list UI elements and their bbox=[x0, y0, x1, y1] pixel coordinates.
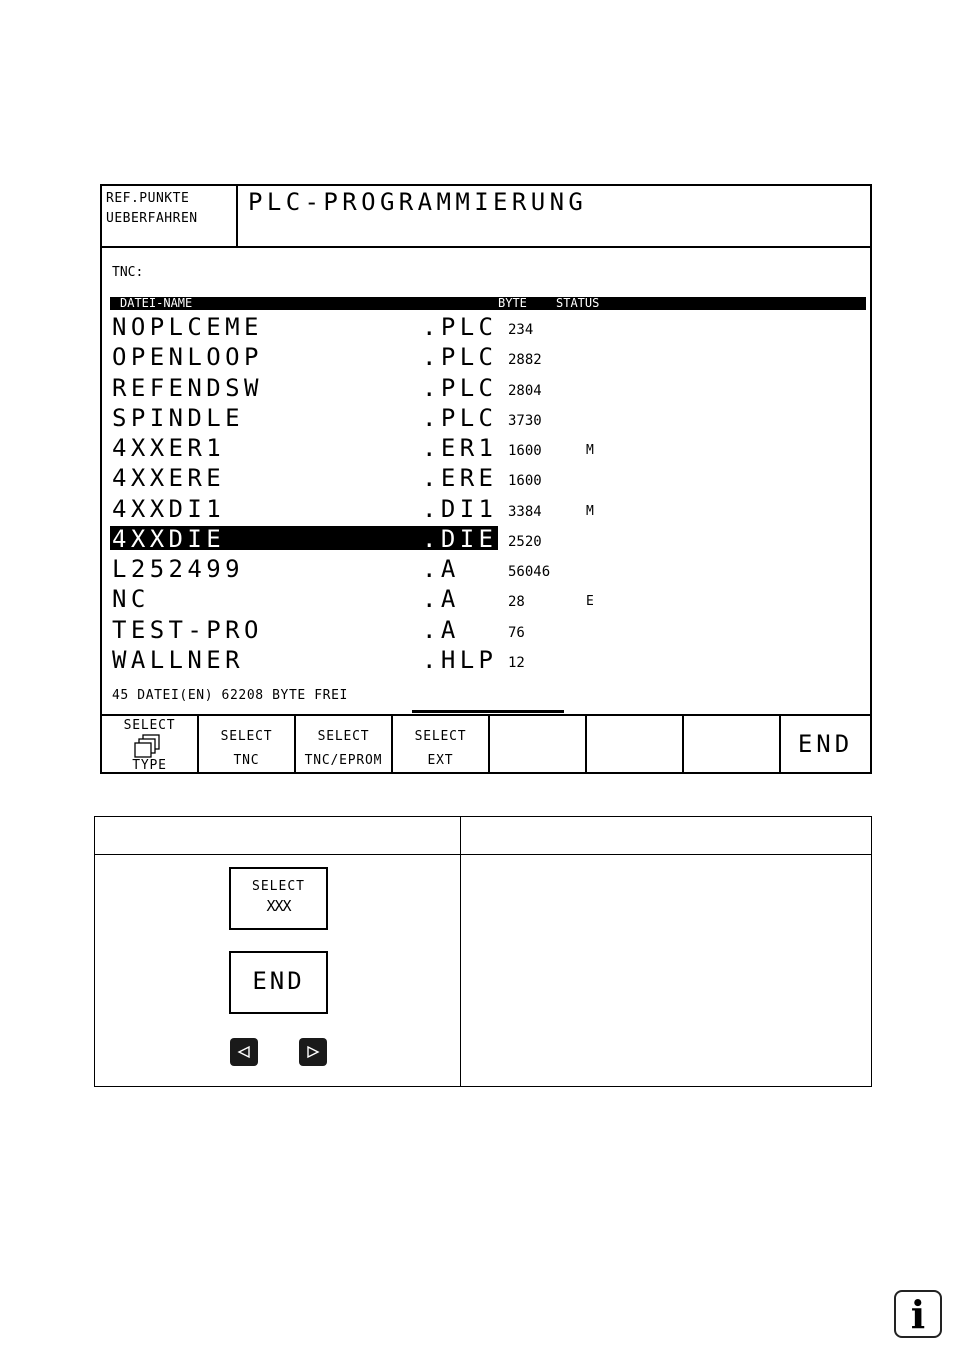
file-name: WALLNER bbox=[112, 645, 244, 674]
end-key[interactable] bbox=[229, 951, 328, 1014]
file-extension: .A bbox=[422, 555, 460, 583]
select-tnc-softkey[interactable] bbox=[199, 716, 296, 774]
info-icon bbox=[894, 1290, 942, 1338]
file-extension: .A bbox=[422, 585, 460, 614]
file-size: 76 bbox=[508, 624, 525, 641]
empty-softkey-7[interactable] bbox=[684, 716, 781, 774]
select-ext-softkey[interactable] bbox=[393, 716, 490, 774]
mode-line-2: UEBERFAHREN bbox=[106, 211, 198, 226]
file-extension: .PLC bbox=[422, 373, 498, 402]
file-name: NC bbox=[112, 585, 150, 614]
file-extension: .PLC bbox=[422, 343, 498, 372]
column-header-status: STATUS bbox=[556, 296, 600, 310]
drive-label: TNC: bbox=[112, 265, 144, 280]
file-extension: .PLC bbox=[422, 313, 498, 341]
file-row[interactable] bbox=[110, 584, 866, 614]
file-size: 1600 bbox=[508, 473, 542, 490]
file-extension: .PLC bbox=[422, 403, 498, 432]
file-row[interactable] bbox=[110, 373, 866, 403]
file-extension: .ER1 bbox=[422, 434, 498, 462]
free-space-info: 45 DATEI(EN) 62208 BYTE FREI bbox=[112, 688, 348, 703]
empty-softkey-6[interactable] bbox=[587, 716, 684, 774]
softkey-label: SELECT bbox=[414, 729, 467, 744]
file-name: 4XXDI1 bbox=[112, 494, 226, 523]
file-size: 3384 bbox=[508, 503, 542, 520]
end-softkey[interactable] bbox=[781, 716, 870, 774]
mode-line-1: REF.PUNKTE bbox=[106, 191, 190, 206]
arrow-left-icon bbox=[237, 1045, 251, 1059]
plc-screen bbox=[100, 184, 872, 774]
file-row[interactable] bbox=[110, 494, 866, 524]
select-type-softkey[interactable] bbox=[102, 716, 199, 774]
softkey-label: END bbox=[797, 730, 854, 758]
empty-softkey-5[interactable] bbox=[490, 716, 587, 774]
file-row[interactable] bbox=[110, 403, 866, 433]
file-size: 2520 bbox=[508, 533, 542, 550]
key-explanation-table bbox=[94, 816, 872, 1087]
scroll-indicator bbox=[412, 710, 564, 713]
file-row[interactable] bbox=[110, 342, 866, 372]
file-name: L252499 bbox=[112, 555, 244, 583]
file-size: 12 bbox=[508, 654, 525, 671]
softkey-bar bbox=[102, 714, 870, 774]
file-name: REFENDSW bbox=[112, 373, 263, 402]
softkey-label: TNC bbox=[233, 753, 260, 768]
file-name: 4XXERE bbox=[112, 464, 226, 493]
mode-indicator bbox=[102, 186, 238, 248]
file-name: OPENLOOP bbox=[112, 343, 263, 372]
softkey-label: EXT bbox=[427, 753, 454, 768]
file-row[interactable] bbox=[110, 645, 866, 675]
table-divider bbox=[95, 854, 871, 855]
file-size: 2804 bbox=[508, 382, 542, 399]
file-extension: .DIE bbox=[422, 524, 498, 553]
file-size: 3730 bbox=[508, 412, 542, 429]
key-label: END bbox=[252, 967, 305, 995]
file-extension: .A bbox=[422, 615, 460, 644]
file-status: E bbox=[586, 594, 594, 610]
info-icon-glyph: i bbox=[910, 1292, 926, 1337]
file-name: 4XXDIE bbox=[112, 524, 226, 553]
file-extension: .ERE bbox=[422, 464, 498, 493]
table-divider bbox=[460, 817, 461, 1086]
file-row[interactable] bbox=[110, 463, 866, 493]
file-row[interactable] bbox=[110, 524, 866, 554]
file-list-header bbox=[110, 297, 866, 310]
file-row[interactable] bbox=[110, 615, 866, 645]
select-xxx-key[interactable] bbox=[229, 867, 328, 930]
softkey-label: SELECT bbox=[220, 729, 273, 744]
title-box bbox=[238, 186, 870, 248]
column-header-byte: BYTE bbox=[498, 296, 527, 310]
softkey-label: TNC/EPROM bbox=[304, 753, 383, 768]
arrow-left-key[interactable] bbox=[230, 1038, 258, 1066]
stacked-files-icon bbox=[133, 734, 165, 758]
file-row[interactable] bbox=[110, 433, 866, 463]
select-tnc-eprom-softkey[interactable] bbox=[296, 716, 393, 774]
file-size: 2882 bbox=[508, 352, 542, 369]
softkey-label: SELECT bbox=[317, 729, 370, 744]
arrow-right-key[interactable] bbox=[299, 1038, 327, 1066]
file-row[interactable] bbox=[110, 554, 866, 584]
file-status: M bbox=[586, 503, 594, 519]
page-title: PLC-PROGRAMMIERUNG bbox=[248, 188, 588, 216]
column-header-name: DATEI-NAME bbox=[120, 296, 193, 310]
file-size: 234 bbox=[508, 322, 534, 338]
file-name: SPINDLE bbox=[112, 403, 244, 432]
file-size: 56046 bbox=[508, 564, 551, 580]
file-name: TEST-PRO bbox=[112, 615, 263, 644]
file-name: NOPLCEME bbox=[112, 313, 263, 341]
file-name: 4XXER1 bbox=[112, 434, 226, 462]
file-status: M bbox=[586, 443, 594, 458]
file-size: 1600 bbox=[508, 443, 542, 459]
key-label: SELECT bbox=[252, 879, 305, 894]
arrow-right-icon bbox=[306, 1045, 320, 1059]
softkey-label: TYPE bbox=[132, 758, 167, 773]
file-row[interactable] bbox=[110, 312, 866, 342]
softkey-label: SELECT bbox=[123, 718, 176, 733]
file-extension: .DI1 bbox=[422, 494, 498, 523]
file-size: 28 bbox=[508, 594, 525, 611]
key-label: XXX bbox=[266, 897, 291, 915]
file-extension: .HLP bbox=[422, 645, 498, 674]
